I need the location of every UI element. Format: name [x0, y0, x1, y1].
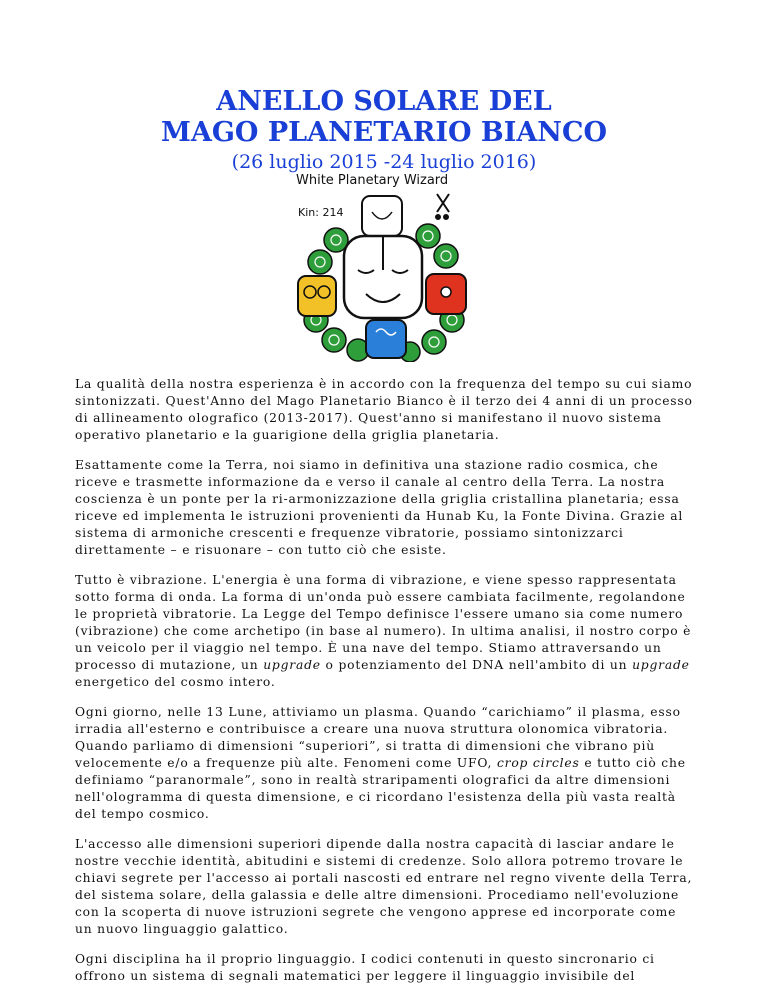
paragraph-3-part-a: Tutto è vibrazione. L'energia è una forma di vibrazione, e viene spesso rappresentata sotto forma di onda. La forma di un'onda può essere cambiata facilmente, regolandone le proprietà vibratorie. La Legge del Tempo definisce l'essere umano sia come numero (vibrazione) che come archetipo (in base al numero). In ultima analisi, il nostro corpo è un veicolo per il viaggio nel tempo. È una nave del tempo. Stiamo attraversando un processo di mutazione, un [75, 573, 692, 672]
planetary-tone-icon [436, 194, 449, 219]
paragraph-4-emphasis: crop circles [496, 756, 580, 770]
paragraph-5: L'accesso alle dimensioni superiori dipende dalla nostra capacità di lasciar andare le nostre vecchie identità, abitudini e sistemi di credenze. Solo allora potremo trovare le chiavi segrete per l'accesso ai portali nascosti ed entrare nel regno vivente della Terra, del sistema solare, della galassia e delle altre dimensioni. Procediamo nell'evoluzione con la scoperta di nuove istruzioni segrete che vengono apprese ed incorporate come un nuovo linguaggio galattico. [75, 837, 693, 936]
paragraph-3-part-c: energetico del cosmo intero. [75, 675, 276, 689]
paragraph-1: La qualità della nostra esperienza è in accordo con la frequenza del tempo su cui siamo sintonizzati. Quest'Anno del Mago Planetario Bianco è il terzo dei 4 anni di un processo di allineamento olografico (2013-2017). Quest'anno si manifestano il nuovo sistema operativo planetario e la guarigione della griglia planetaria. [75, 377, 693, 442]
date-range-subtitle: (26 luglio 2015 -24 luglio 2016) [231, 151, 537, 173]
blue-glyph-icon [366, 320, 406, 358]
yellow-glyph-icon [298, 276, 336, 316]
body-text [75, 376, 695, 998]
paragraph-3 [75, 572, 695, 691]
paragraph-3-part-b: o potenziamento del DNA nell'ambito di un [320, 658, 633, 672]
title-line-1: ANELLO SOLARE DEL [216, 86, 552, 117]
paragraph-4 [75, 704, 695, 823]
paragraph-4-part-b: e tutto ciò che definiamo “paranormale”, sono in realtà straripamenti olografici da altre dimensioni nell'ologramma di questa dimensione, e ci ricordano l'esistenza della più vasta realtà del tempo cosmico. [75, 756, 686, 821]
wizard-face-icon [344, 236, 422, 318]
white-glyph-icon [362, 196, 402, 236]
title-line-2: MAGO PLANETARIO BIANCO [161, 117, 607, 148]
paragraph-6: Ogni disciplina ha il proprio linguaggio. I codici contenuti in questo sincronario ci offrono un sistema di segnali matematici per leggere il linguaggio invisibile del [75, 952, 655, 983]
paragraph-2: Esattamente come la Terra, noi siamo in definitiva una stazione radio cosmica, che riceve e trasmette informazione da e verso il canale al centro della Terra. La nostra coscienza è un ponte per la ri-armonizzazione della griglia cristallina planetaria; essa riceve ed implementa le istruzioni provenienti da Hunab Ku, la Fonte Divina. Grazie al sistema di armoniche crescenti e frequenze vibratorie, possiamo sintonizzarci direttamente – e risuonare – con tutto ciò che esiste. [75, 458, 684, 557]
kin-label: Kin: 214 [298, 206, 344, 219]
paragraph-4-part-a: Ogni giorno, nelle 13 Lune, attiviamo un plasma. Quando “carichiamo” il plasma, esso irradia all'esterno e contribuisce a creare una nuova struttura olonomica vibratoria. Quando parliamo di dimensioni “superiori”, si tratta di dimensioni che vibrano più velocemente e/o a frequenze più alte. Fenomeni come UFO, [75, 705, 681, 770]
red-glyph-icon [426, 274, 466, 314]
paragraph-3-emphasis-1: upgrade [263, 658, 321, 672]
white-planetary-wizard-illustration [286, 170, 478, 362]
paragraph-3-emphasis-2: upgrade [632, 658, 690, 672]
figure-caption: White Planetary Wizard [296, 173, 449, 188]
